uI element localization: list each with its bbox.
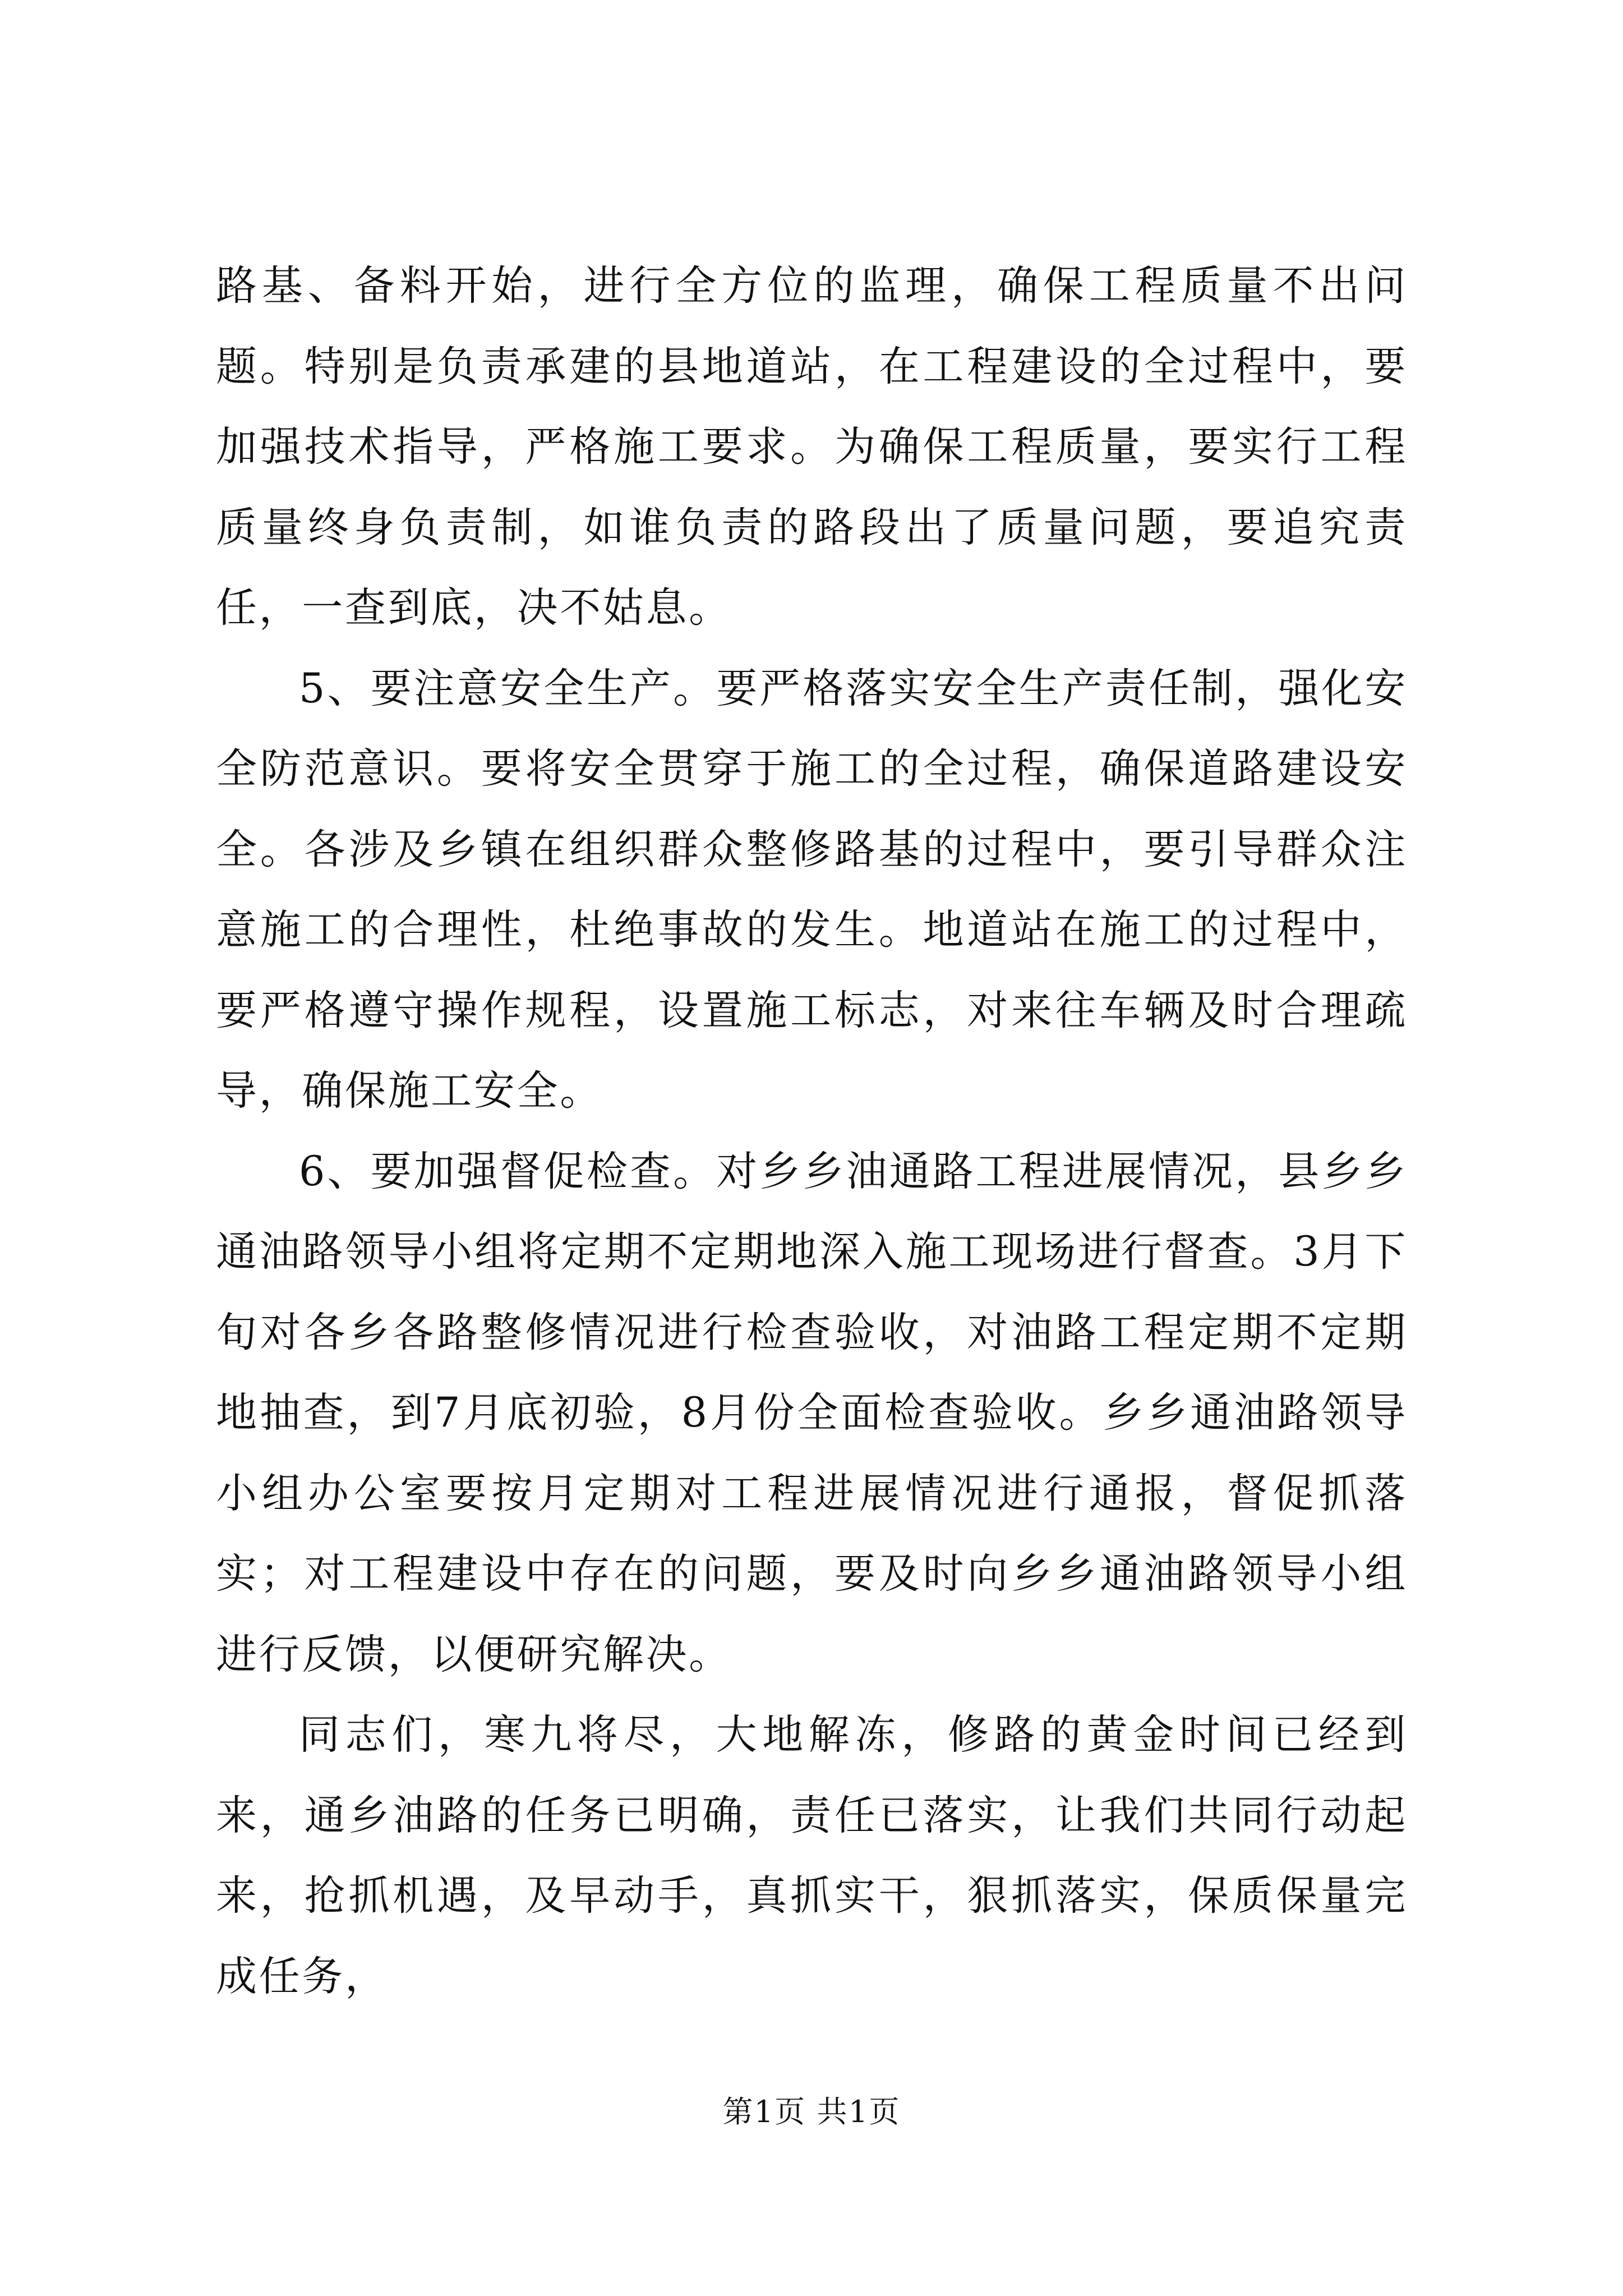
paragraph-closing: 同志们，寒九将尽，大地解冻，修路的黄金时间已经到来，通乡油路的任务已明确，责任已落实，让我们共同行动起来，抢抓机遇，及早动手，真抓实干，狠抓落实，保质保量完成任务， bbox=[216, 1711, 1408, 2000]
paragraph-inspection: 6、要加强督促检查。对乡乡油通路工程进展情况，县乡乡通油路领导小组将定期不定期地深入施工现场进行督查。3月下旬对各乡各路整修情况进行检查验收，对油路工程定期不定期地抽查，到7月底初验，8月份全面检查验收。乡乡通油路领导小组办公室要按月定期对工程进展情况进行通报，督促抓落实；对工程建设中存在的问题，要及时向乡乡通油路领导小组进行反馈，以便研究解决。 bbox=[216, 1147, 1408, 1678]
paragraph-quality-continued: 路基、备料开始，进行全方位的监理，确保工程质量不出问题。特别是负责承建的县地道站，在工程建设的全过程中，要加强技术指导，严格施工要求。为确保工程质量，要实行工程质量终身负责制，如谁负责的路段出了质量问题，要追究责任，一查到底，决不姑息。 bbox=[216, 262, 1408, 632]
page-footer bbox=[0, 2092, 1623, 2132]
page-number-label: 第1页 共1页 bbox=[722, 2094, 901, 2129]
document-body bbox=[216, 246, 1408, 2017]
paragraph-safety: 5、要注意安全生产。要严格落实安全生产责任制，强化安全防范意识。要将安全贯穿于施工的全过程，确保道路建设安全。各涉及乡镇在组织群众整修路基的过程中，要引导群众注意施工的合理性，杜绝事故的发生。地道站在施工的过程中，要严格遵守操作规程，设置施工标志，对来往车辆及时合理疏导，确保施工安全。 bbox=[216, 664, 1408, 1115]
